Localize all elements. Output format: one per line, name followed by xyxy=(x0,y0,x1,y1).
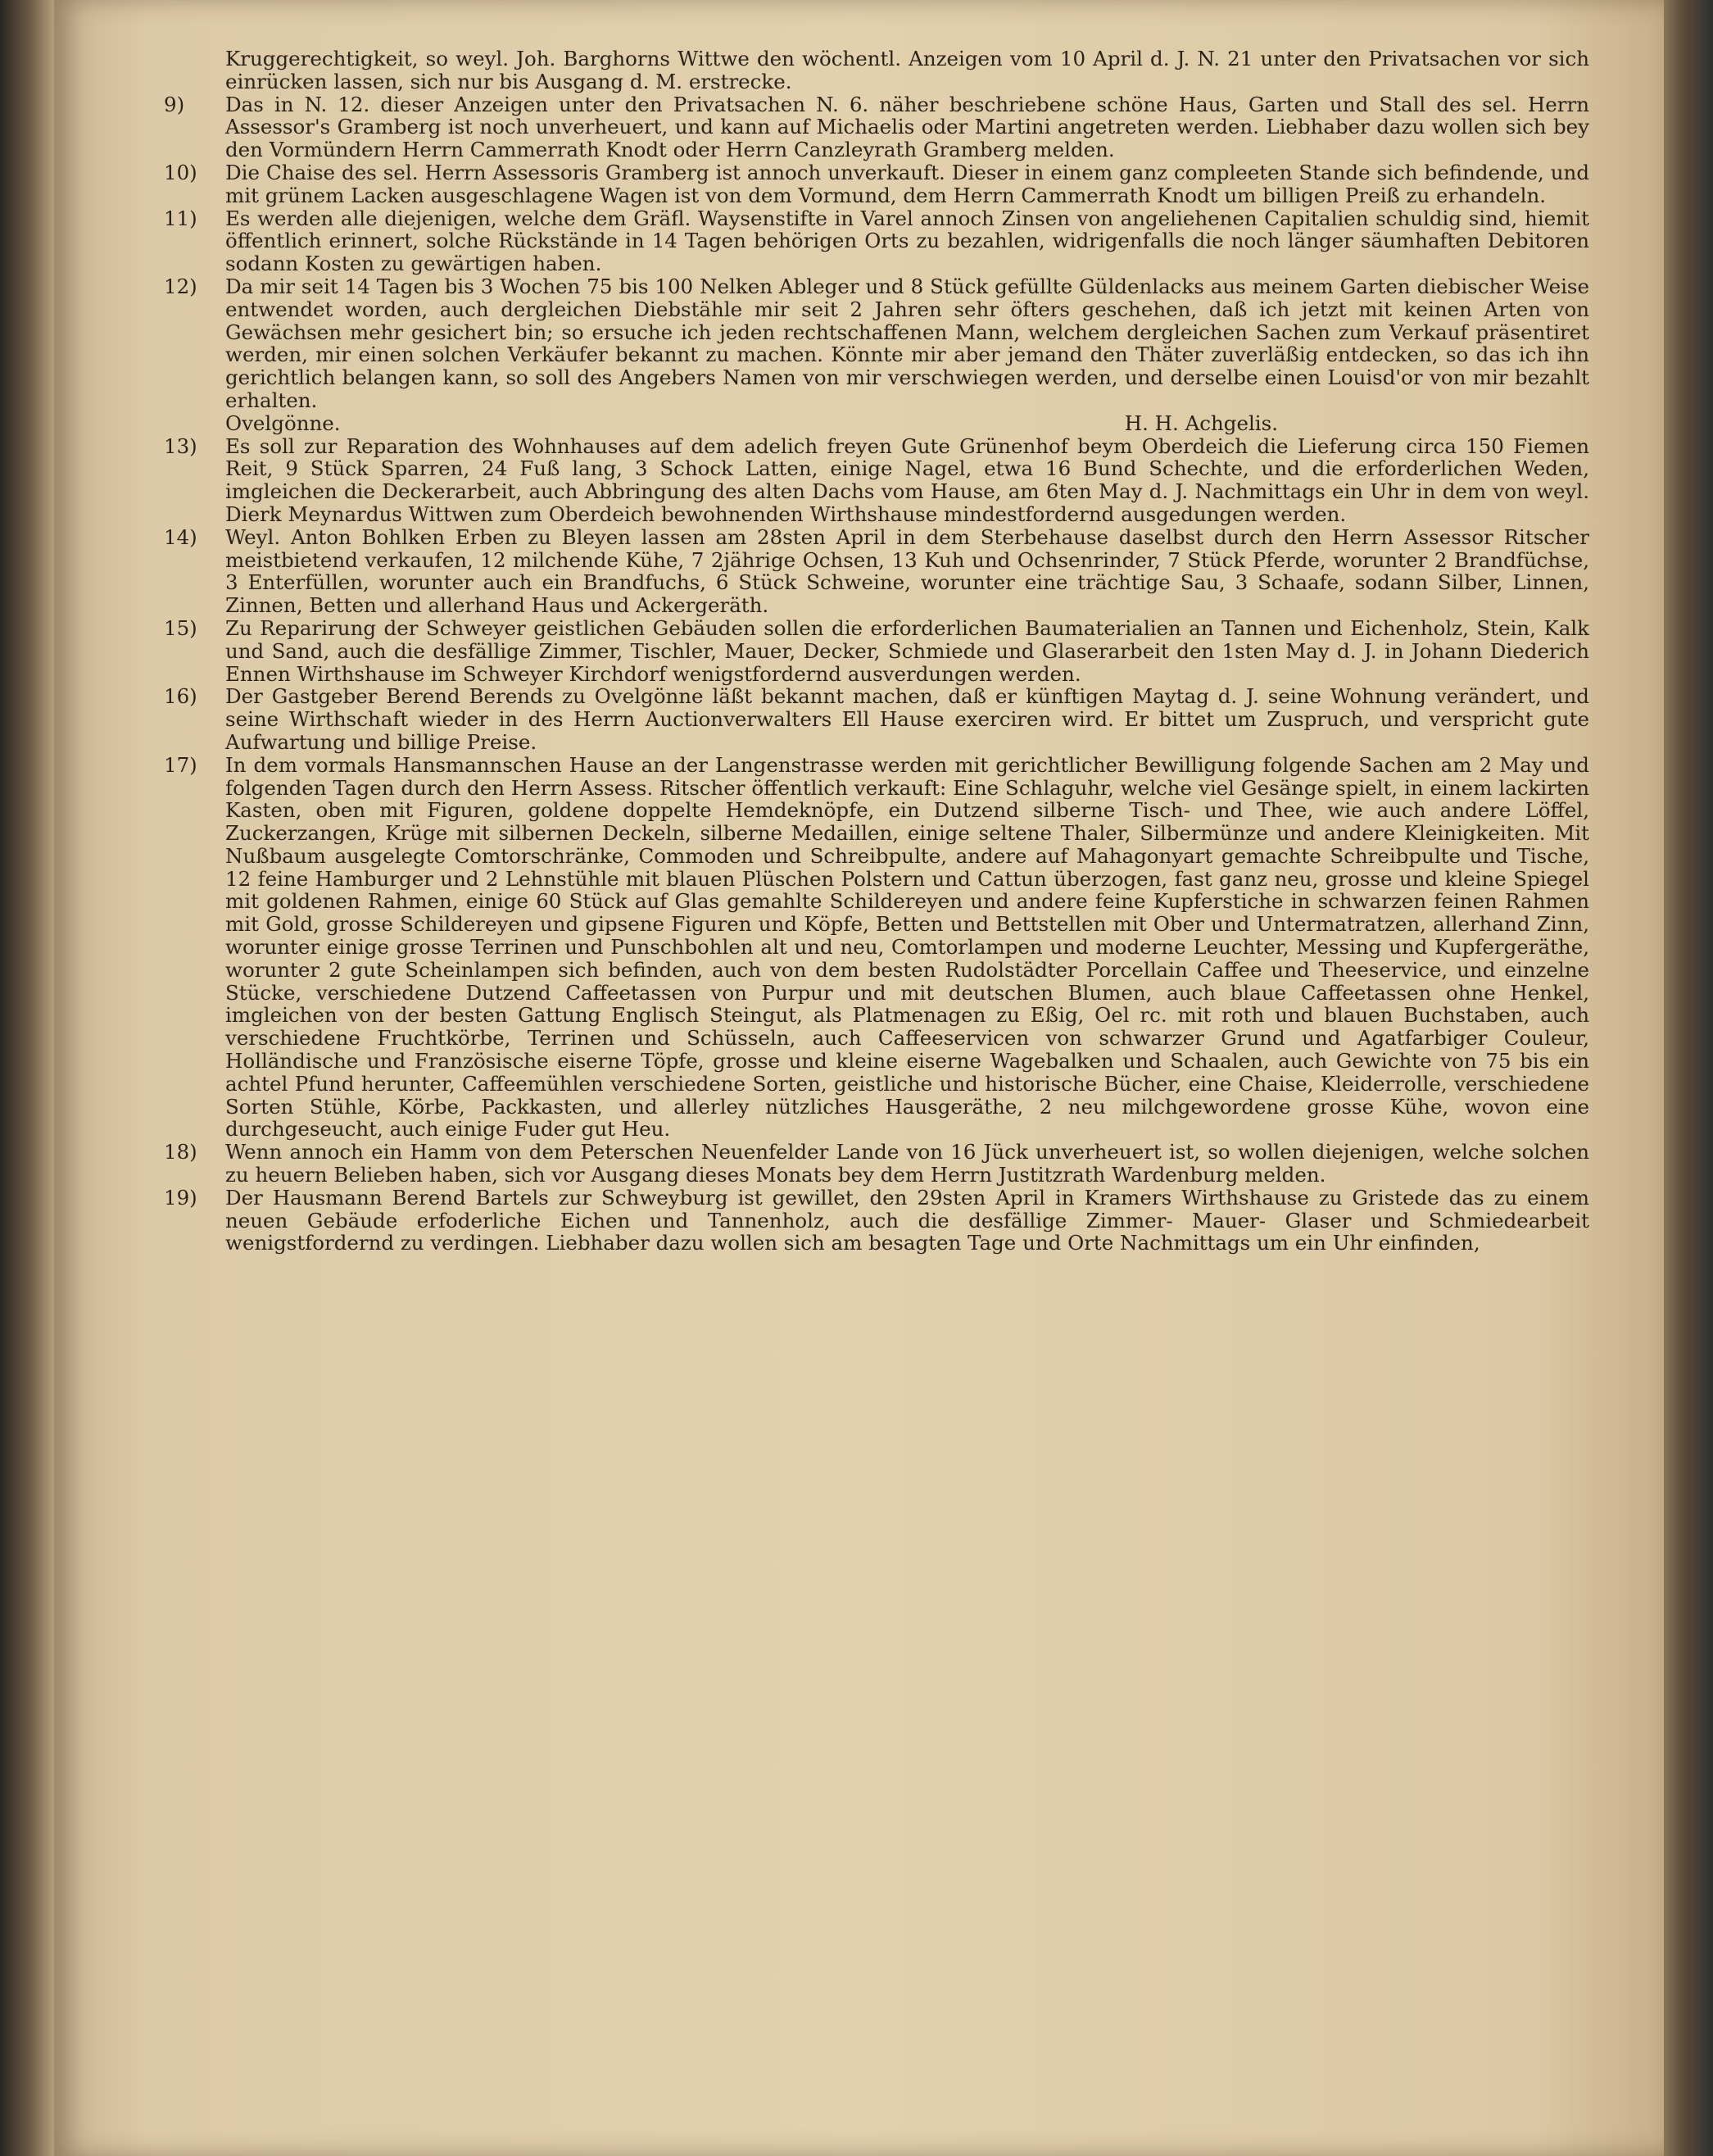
entry-text: In dem vormals Hansmannschen Hause an der Langenstrasse werden mit gerichtlicher Bewilligung folgende Sachen am 2 May und folgenden Tagen durch den Herrn Assess. Ritscher öffentlich verkauft: Eine Schlaguhr, welche viel Gesänge spielt, in einem lackirten Kasten, oben mit Figuren, goldene doppelte Hemdeknöpfe, ein Dutzend silberne Tisch- und Thee, wie auch andere Löffel, Zuckerzangen, Krüge mit silbernen Deckeln, silberne Medaillen, einige seltene Thaler, Silbermünze und andere Kleinigkeiten. Mit Nußbaum ausgelegte Comtorschränke, Commoden und Schreibpulte, andere auf Mahagonyart gemachte Schreibpulte und Tische, 12 feine Hamburger und 2 Lehnstühle mit blauen Plüschen Polstern und Cattun überzogen, fast ganz neu, grosse und kleine Spiegel mit goldenen Rahmen, einige 60 Stück auf Glas gemahlte Schildereyen und andere feine Kupferstiche in schwarzen feinen Rahmen mit Gold, grosse Schildereyen und gipsene Figuren und Köpfe, Betten und Bettstellen mit Ober und Untermatratzen, allerhand Zinn, worunter einige grosse Terrinen und Punschbohlen alt und neu, Comtorlampen und moderne Leuchter, Messing und Kupfergeräthe, worunter 2 gute Scheinlampen sich befinden, auch von dem besten Rudolstädter Porcellain Caffee und Theeservice, und einzelne Stücke, verschiedene Dutzend Caffeetassen von Purpur und mit deutschen Blumen, auch blaue Caffeetassen ohne Henkel, imgleichen von der besten Gattung Englisch Steingut, als Platmenagen zu Eßig, Oel rc. mit roth und blauen Buchstaben, auch verschiedene Fruchtkörbe, Terrinen und Schüsseln, auch Caffeeservicen von schwarzer Grund und Agatfarbiger Couleur, Holländische und Französische eiserne Töpfe, grosse und kleine eiserne Wagebalken und Schaalen, auch Gewichte von 75 bis ein achtel Pfund herunter, Caffeemühlen verschiedene Sorten, geistliche und historische Bücher, eine Chaise, Kleiderrolle, verschiedene Sorten Stühle, Körbe, Packkasten, und allerley nützliches Hausgeräthe, 2 neu milchgewordene grosse Kühe, wovon eine durchgeseucht, auch einige Fuder gut Heu. xyxy=(225,752,1589,1142)
entry-text: Da mir seit 14 Tagen bis 3 Wochen 75 bis 100 Nelken Ableger und 8 Stück gefüllte Güldenlacks aus meinem Garten diebischer Weise entwendet worden, auch dergleichen Diebstähle mir seit 2 Jahren sehr öfters geschehen, daß ich jetzt mit keinen Arten von Gewächsen mehr gesichert bin; so ersuche ich jeden rechtschaffenen Mann, welchem dergleichen Sachen zum Verkauf präsentiret werden, mir einen solchen Verkäufer bekannt zu machen. Könnte mir aber jemand den Thäter zuverläßig entdecken, so das ich ihn gerichtlich belangen kann, so soll des Angebers Namen von mir verschwiegen werden, und derselbe einen Louisd'or von mir bezahlt erhalten. xyxy=(225,274,1589,412)
entry-17 xyxy=(164,754,1589,1142)
entry-15 xyxy=(164,617,1589,685)
entry-number: 18) xyxy=(164,1140,197,1164)
entry-12 xyxy=(164,275,1589,435)
document-text xyxy=(164,48,1589,1255)
entry-number: 9) xyxy=(164,92,185,116)
entry-13 xyxy=(164,435,1589,526)
entry-9 xyxy=(164,93,1589,161)
entry-text: Das in N. 12. dieser Anzeigen unter den Privatsachen N. 6. näher beschriebene schöne Haus, Garten und Stall des sel. Herrn Assessor's Gramberg ist noch unverheuert, und kann auf Michaelis oder Martini angetreten werden. Liebhaber dazu wollen sich bey den Vormündern Herrn Cammerrath Knodt oder Herrn Canzleyrath Gramberg melden. xyxy=(225,92,1589,162)
entry-text: Es werden alle diejenigen, welche dem Gräfl. Waysenstifte in Varel annoch Zinsen von angeliehenen Capitalien schuldig sind, hiemit öffentlich erinnert, solche Rückstände in 14 Tagen behörigen Orts zu bezahlen, widrigenfalls die noch länger säumhaften Debitoren sodann Kosten zu gewärtigen haben. xyxy=(225,206,1589,276)
place-name: Ovelgönne. xyxy=(225,411,341,435)
entry-text: Zu Reparirung der Schweyer geistlichen Gebäuden sollen die erforderlichen Baumaterialien an Tannen und Eichenholz, Stein, Kalk und Sand, auch die desfällige Zimmer, Tischler, Mauer, Decker, Schmiede und Glaserarbeit den 1sten May d. J. in Johann Diederich Ennen Wirthshause im Schweyer Kirchdorf wenigstfordernd ausverdungen werden. xyxy=(225,615,1589,686)
entry-number: 10) xyxy=(164,160,197,184)
entry-18 xyxy=(164,1141,1589,1187)
entry-text: Wenn annoch ein Hamm von dem Peterschen Neuenfelder Lande von 16 Jück unverheuert ist, so wollen diejenigen, welche solchen zu heuern Belieben haben, sich vor Ausgang dieses Monats bey dem Herrn Justitzrath Wardenburg melden. xyxy=(225,1140,1589,1187)
entry-number: 16) xyxy=(164,684,197,709)
entry-16 xyxy=(164,685,1589,753)
entry-body xyxy=(225,275,1589,435)
lead-paragraph: Kruggerechtigkeit, so weyl. Joh. Barghorns Wittwe den wöchentl. Anzeigen vom 10 April d. J. N. 21 unter den Privatsachen vor sich einrücken lassen, sich nur bis Ausgang d. M. erstrecke. xyxy=(225,47,1589,93)
entry-text: Der Hausmann Berend Bartels zur Schweyburg ist gewillet, den 29sten April in Kramers Wirthshause zu Gristede das zu einem neuen Gebäude erfoderliche Eichen und Tannenholz, auch die desfällige Zimmer- Mauer- Glaser und Schmiedearbeit wenigstfordernd zu verdingen. Liebhaber dazu wollen sich am besagten Tage und Orte Nachmittags um ein Uhr einfinden, xyxy=(225,1185,1589,1255)
entry-19 xyxy=(164,1187,1589,1255)
adjacent-page-edge xyxy=(0,0,54,2156)
page-edge-right xyxy=(1664,0,1713,2156)
entry-number: 14) xyxy=(164,524,197,549)
signature: H. H. Achgelis. xyxy=(1124,411,1278,435)
signature-line xyxy=(225,412,1589,435)
entry-number: 17) xyxy=(164,752,197,777)
entry-text: Die Chaise des sel. Herrn Assessoris Gramberg ist annoch unverkauft. Dieser in einem ganz compleeten Stande sich befindende, und mit grünem Lacken ausgeschlagene Wagen ist von dem Vormund, dem Herrn Cammerrath Knodt um billigen Preiß zu erhandeln. xyxy=(225,160,1589,207)
entry-number: 19) xyxy=(164,1185,197,1210)
entry-text: Weyl. Anton Bohlken Erben zu Bleyen lassen am 28sten April in dem Sterbehause daselbst durch den Herrn Assessor Ritscher meistbietend verkaufen, 12 milchende Kühe, 7 2jährige Ochsen, 13 Kuh und Ochsenrinder, 7 Stück Pferde, worunter 2 Brandfüchse, 3 Enterfüllen, worunter auch ein Brandfuchs, 6 Stück Schweine, worunter eine trächtige Sau, 3 Schaafe, sodann Silber, Linnen, Zinnen, Betten und allerhand Haus und Ackergeräth. xyxy=(225,524,1589,618)
entry-11 xyxy=(164,207,1589,275)
entry-14 xyxy=(164,526,1589,617)
entry-number: 15) xyxy=(164,615,197,640)
entry-10 xyxy=(164,161,1589,207)
entry-number: 11) xyxy=(164,206,197,230)
entry-number: 13) xyxy=(164,433,197,458)
entry-number: 12) xyxy=(164,274,197,298)
entry-text: Der Gastgeber Berend Berends zu Ovelgönne läßt bekannt machen, daß er künftigen Maytag d. J. seine Wohnung verändert, und seine Wirthschaft wieder in des Herrn Auctionverwalters Ell Hause exerciren wird. Er bittet um Zuspruch, und verspricht gute Aufwartung und billige Preise. xyxy=(225,684,1589,754)
entry-text: Es soll zur Reparation des Wohnhauses auf dem adelich freyen Gute Grünenhof beym Oberdeich die Lieferung circa 150 Fiemen Reit, 9 Stück Sparren, 24 Fuß lang, 3 Schock Latten, einige Nagel, etwa 16 Bund Schechte, und die erforderlichen Weden, imgleichen die Deckerarbeit, auch Abbringung des alten Dachs vom Hause, am 6ten May d. J. Nachmittags ein Uhr in dem von weyl. Dierk Meynardus Wittwen zum Oberdeich bewohnenden Wirthshause mindestfordernd ausgedungen werden. xyxy=(225,433,1589,526)
